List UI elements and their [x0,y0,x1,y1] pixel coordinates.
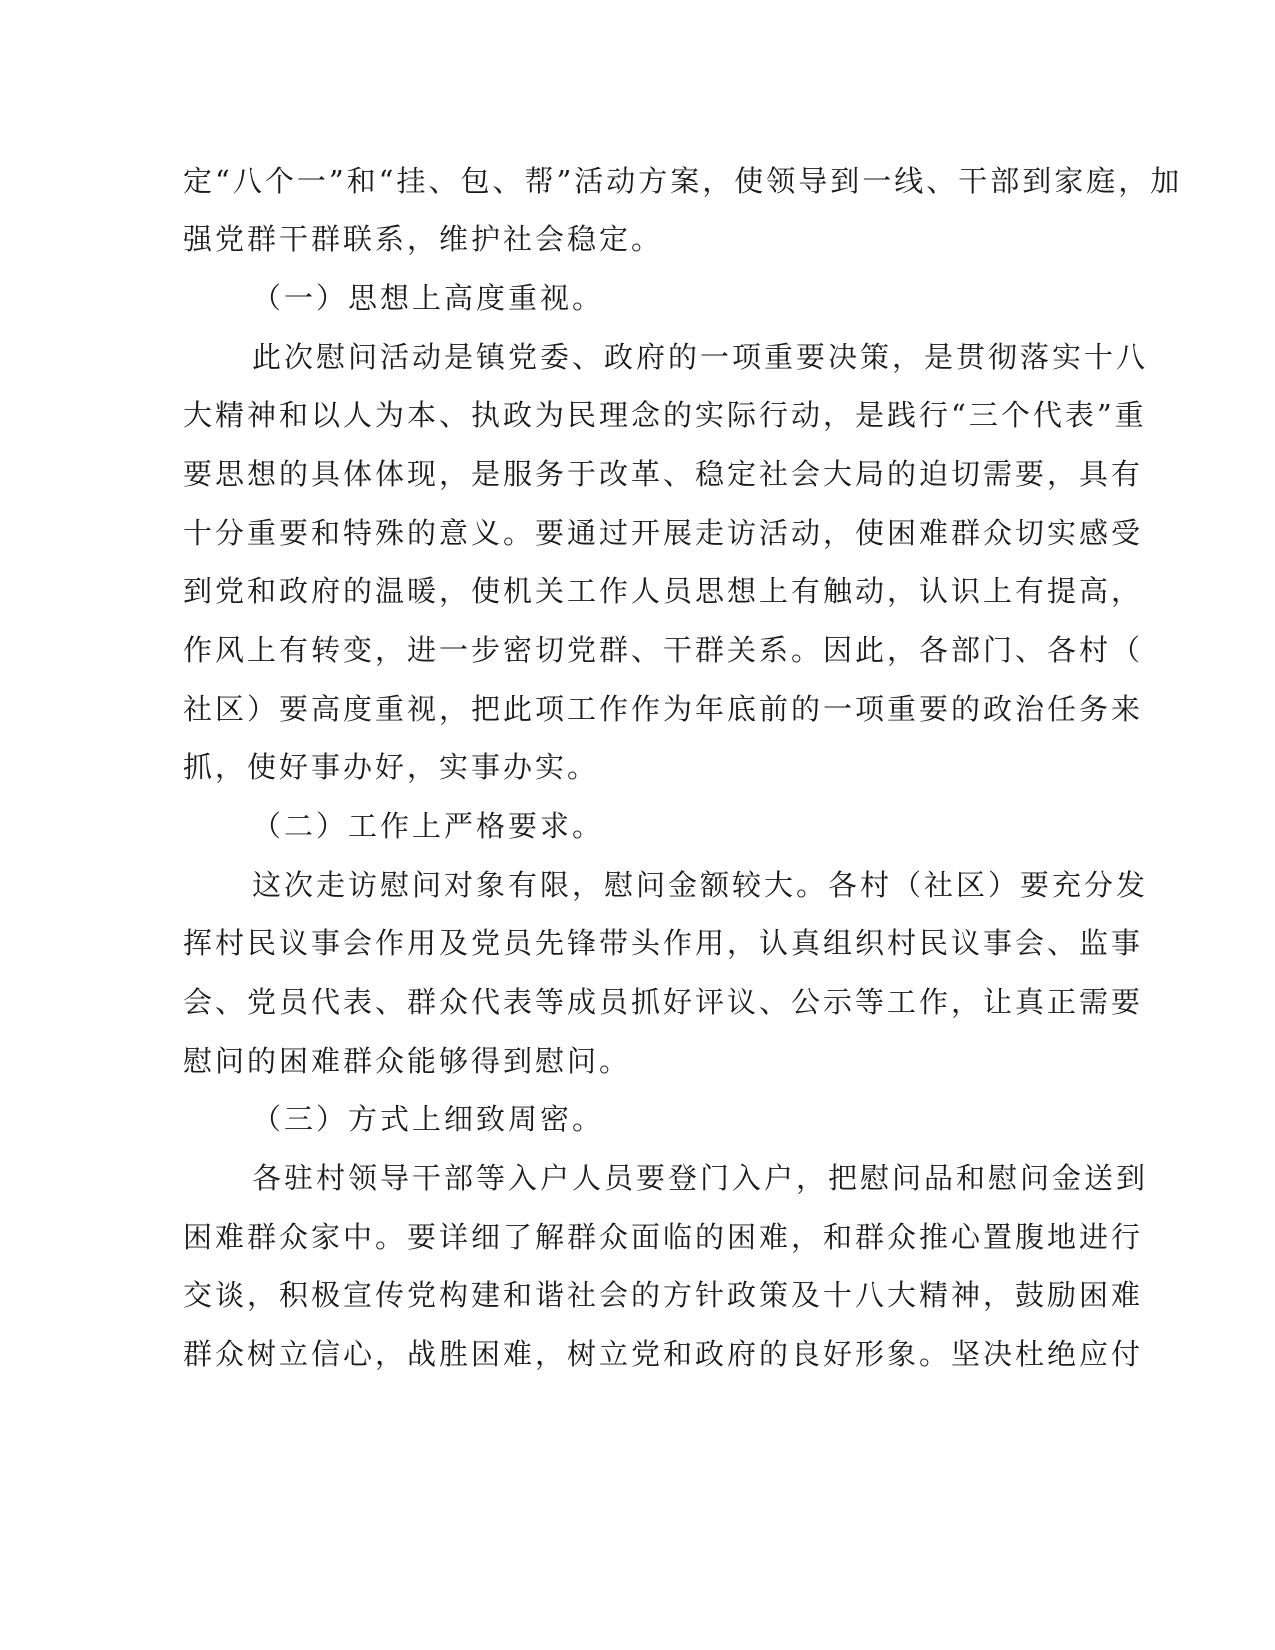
text-line: 要思想的具体体现，是服务于改革、稳定社会大局的迫切需要，具有 [183,457,1144,491]
text-line: 强党群干群联系，维护社会稳定。 [183,222,664,256]
text-line: 慰问的困难群众能够得到慰问。 [183,1044,632,1078]
text-line: 社区）要高度重视，把此项工作作为年底前的一项重要的政治任务来 [183,692,1144,726]
text-line: 抓，使好事办好，实事办实。 [183,750,600,784]
section-heading: （一）思想上高度重视。 [252,281,605,315]
text-line: 定“八个一”和“挂、包、帮”活动方案，使领导到一线、干部到家庭，加 [183,164,1183,198]
text-line: 这次走访慰问对象有限，慰问金额较大。各村（社区）要充分发 [252,868,1149,902]
text-line: 群众树立信心，战胜困难，树立党和政府的良好形象。坚决杜绝应付 [183,1337,1144,1371]
text-line: 各驻村领导干部等入户人员要登门入户，把慰问品和慰问金送到 [252,1161,1149,1195]
text-line: 作风上有转变，进一步密切党群、干群关系。因此，各部门、各村（ [183,633,1144,667]
text-line: 会、党员代表、群众代表等成员抓好评议、公示等工作，让真正需要 [183,985,1144,1019]
text-line: 此次慰问活动是镇党委、政府的一项重要决策，是贯彻落实十八 [252,340,1149,374]
text-line: 挥村民议事会作用及党员先锋带头作用，认真组织村民议事会、监事 [183,926,1144,960]
section-heading: （二）工作上严格要求。 [252,809,605,843]
text-line: 交谈，积极宣传党构建和谐社会的方针政策及十八大精神，鼓励困难 [183,1278,1144,1312]
text-line: 十分重要和特殊的意义。要通过开展走访活动，使困难群众切实感受 [183,516,1144,550]
section-heading: （三）方式上细致周密。 [252,1102,605,1136]
text-line: 困难群众家中。要详细了解群众面临的困难，和群众推心置腹地进行 [183,1220,1144,1254]
text-line: 大精神和以人为本、执政为民理念的实际行动，是践行“三个代表”重 [183,398,1147,432]
text-line: 到党和政府的温暖，使机关工作人员思想上有触动，认识上有提高， [183,574,1144,608]
